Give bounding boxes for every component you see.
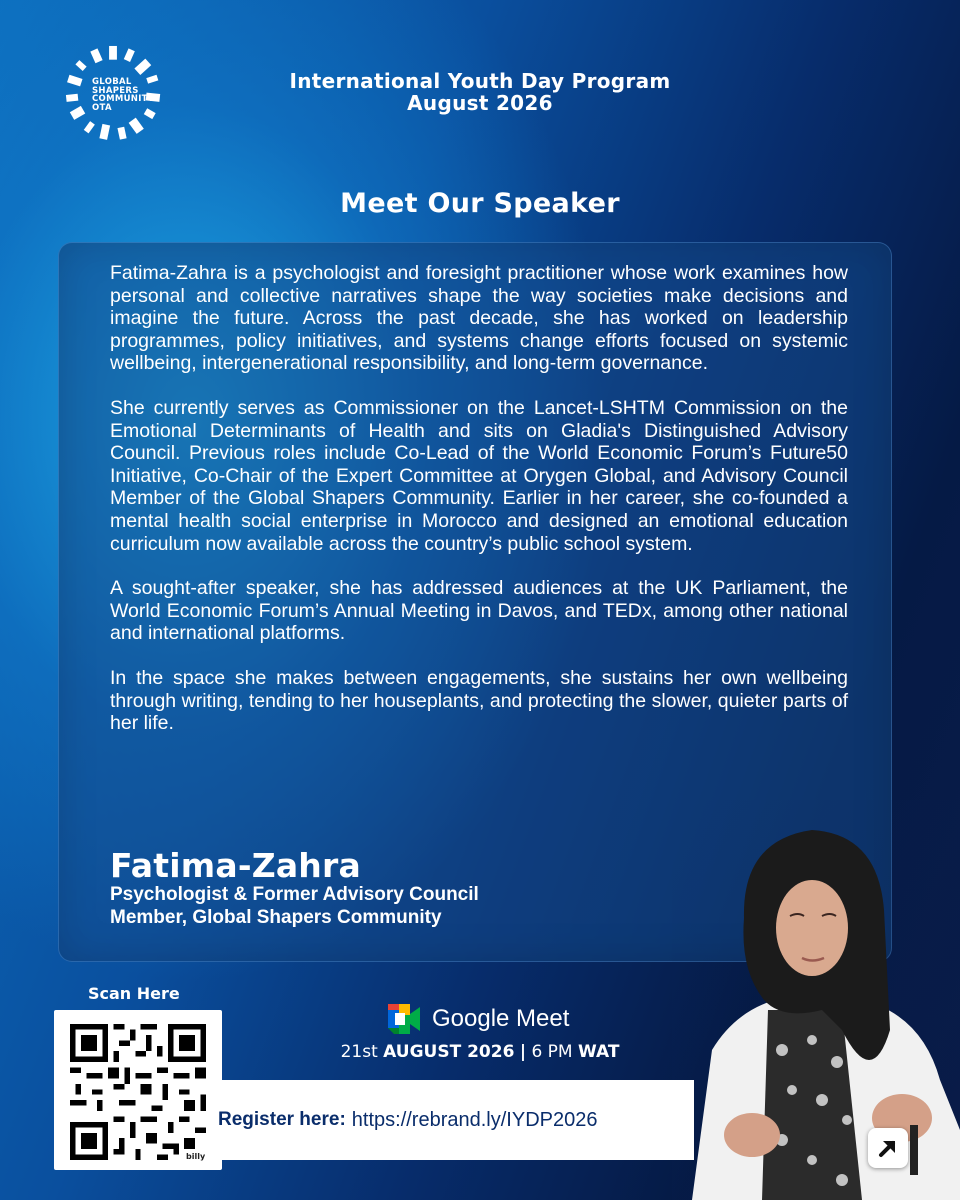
logo-line: OTA xyxy=(92,102,112,113)
speaker-role-line1: Psychologist & Former Advisory Council xyxy=(110,884,479,905)
register-label: Register here: xyxy=(218,1109,346,1130)
logo-line: GLOBAL xyxy=(92,77,132,87)
open-link-button[interactable] xyxy=(868,1128,908,1168)
google-meet-icon xyxy=(388,1004,422,1034)
bio-paragraph: A sought-after speaker, she has addressed audiences at the UK Parliament, the World Economic Forum’s Annual Meeting in Davos, and TEDx, among other national and international platforms. xyxy=(110,577,848,645)
bio-paragraph: Fatima-Zahra is a psychologist and foresight practitioner whose work examines how personal and collective narratives shape the way societies make decisions and imagine the future. Across the past decade, she has worked on leadership programmes, policy initiatives, and systems change efforts focused on systemic wellbeing, intergenerational responsibility, and long-term governance. xyxy=(110,262,848,375)
event-timezone: WAT xyxy=(578,1042,620,1062)
bio-paragraph: In the space she makes between engagements, she sustains her own wellbeing through writing, tending to her houseplants, and protecting the slower, quieter parts of her life. xyxy=(110,666,848,735)
speaker-photo xyxy=(672,800,960,1200)
google-meet-info xyxy=(388,1004,569,1034)
section-title: Meet Our Speaker xyxy=(340,188,620,219)
event-time: 6 PM xyxy=(531,1042,573,1062)
qr-brand: billy xyxy=(186,1152,206,1161)
event-day: 21st xyxy=(340,1042,378,1062)
register-banner xyxy=(210,1080,694,1160)
speaker-name: Fatima-Zahra xyxy=(110,846,361,885)
event-title-line2: August 2026 xyxy=(407,91,553,115)
event-title-line1: International Youth Day Program xyxy=(289,69,671,93)
bio-text xyxy=(110,262,848,757)
speaker-role-line2: Member, Global Shapers Community xyxy=(110,906,442,928)
arrow-up-right-icon xyxy=(868,1128,908,1168)
register-link[interactable]: https://rebrand.ly/IYDP2026 xyxy=(351,1108,598,1131)
bio-paragraph: She currently serves as Commissioner on the Lancet-LSHTM Commission on the Emotional Determinants of Health and sits on Gladia's Distinguished Advisory Council. Previous roles include Co-Lead of the World Economic Forum’s Future50 Initiative, Co-Chair of the Expert Committee at Orygen Global, and Advisory Council Member of the Global Shapers Community. Earlier in her career, she co-founded a mental health social enterprise in Morocco and designed an emotional education curriculum now available across the country’s public school system. xyxy=(110,396,848,555)
event-date: AUGUST 2026 xyxy=(383,1042,515,1062)
event-datetime xyxy=(0,1042,960,1062)
event-title xyxy=(0,70,960,114)
speaker-role xyxy=(110,884,580,929)
meet-platform: Google Meet xyxy=(432,1005,570,1032)
logo-line: SHAPERS xyxy=(92,85,139,96)
logo-line: COMMUNITY xyxy=(92,94,155,104)
scan-label: Scan Here xyxy=(88,984,180,1003)
date-separator: | xyxy=(519,1042,527,1062)
